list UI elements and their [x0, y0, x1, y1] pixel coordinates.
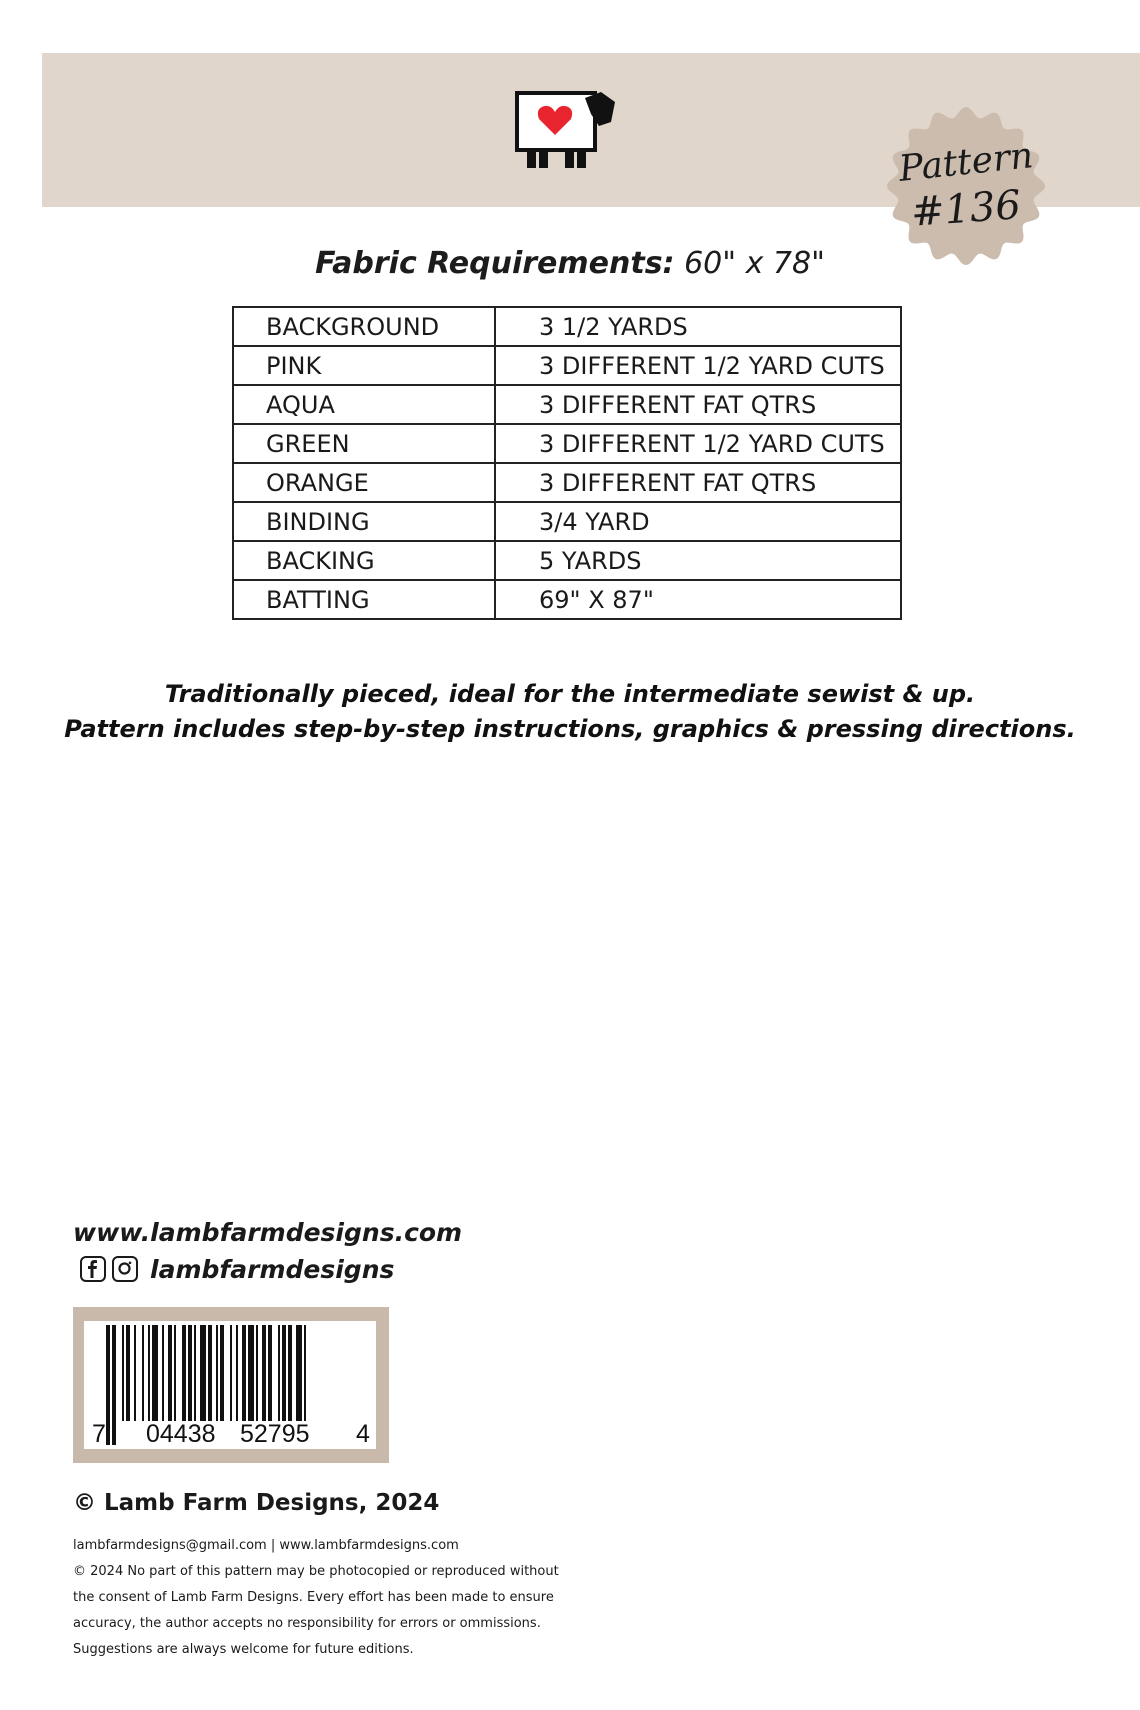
fabric-requirements-heading — [0, 246, 1140, 281]
fabric-amount: 5 YARDS — [495, 541, 901, 580]
barcode-bar — [236, 1325, 238, 1421]
barcode-bar — [268, 1325, 272, 1421]
fabric-amount: 3 DIFFERENT 1/2 YARD CUTS — [495, 346, 901, 385]
barcode-bar — [152, 1325, 158, 1421]
facebook-icon[interactable] — [80, 1256, 106, 1282]
badge-pattern-word: Pattern — [896, 135, 1036, 190]
table-row — [233, 580, 901, 619]
legal-line: accuracy, the author accepts no responsibility for errors or ommissions. — [73, 1616, 541, 1631]
fabric-amount: 3 DIFFERENT FAT QTRS — [495, 463, 901, 502]
description-line-1: Traditionally pieced, ideal for the intermediate sewist & up. — [164, 680, 976, 708]
fabric-name: ORANGE — [233, 463, 495, 502]
barcode-bar — [262, 1325, 266, 1421]
table-row — [233, 307, 901, 346]
barcode-digit-group: 52795 — [240, 1420, 310, 1448]
barcode-digit-group: 04438 — [146, 1420, 216, 1448]
barcode-bar — [174, 1325, 176, 1421]
barcode-bar — [278, 1325, 280, 1421]
barcode-bar — [296, 1325, 302, 1421]
barcode-bar — [162, 1325, 164, 1421]
description-line-2: Pattern includes step-by-step instructions, graphics & pressing directions. — [64, 715, 1076, 743]
sheep-logo-icon — [511, 88, 623, 172]
fabric-name: GREEN — [233, 424, 495, 463]
barcode-bar — [126, 1325, 130, 1421]
barcode-bar — [242, 1325, 246, 1421]
table-row — [233, 424, 901, 463]
barcode-bar — [188, 1325, 192, 1421]
copyright-heading: © Lamb Farm Designs, 2024 — [73, 1490, 440, 1516]
barcode-bar — [216, 1325, 218, 1421]
table-row — [233, 502, 901, 541]
fabric-name: BACKGROUND — [233, 307, 495, 346]
barcode-bar — [288, 1325, 292, 1421]
contact-line: lambfarmdesigns@gmail.com | www.lambfarmdesigns.com — [73, 1538, 459, 1553]
fabric-name: BACKING — [233, 541, 495, 580]
barcode — [84, 1321, 376, 1449]
fabric-amount: 69" X 87" — [495, 580, 901, 619]
fabric-amount: 3 DIFFERENT FAT QTRS — [495, 385, 901, 424]
legal-line: Suggestions are always welcome for future editions. — [73, 1642, 414, 1657]
barcode-frame — [73, 1307, 389, 1463]
social-row — [80, 1253, 394, 1285]
fabric-requirements-label: Fabric Requirements: — [315, 246, 675, 281]
website-link[interactable]: www.lambfarmdesigns.com — [73, 1218, 463, 1247]
fine-print — [73, 1533, 593, 1663]
table-row — [233, 463, 901, 502]
barcode-digit-group: 4 — [356, 1420, 370, 1448]
barcode-digits — [84, 1421, 376, 1447]
fabric-name: PINK — [233, 346, 495, 385]
badge-pattern-number: #136 — [909, 182, 1023, 236]
barcode-bar — [168, 1325, 172, 1421]
fabric-name: BATTING — [233, 580, 495, 619]
legal-line: © 2024 No part of this pattern may be photocopied or reproduced without — [73, 1564, 559, 1579]
fabric-amount: 3/4 YARD — [495, 502, 901, 541]
barcode-bar — [256, 1325, 258, 1421]
barcode-bar — [148, 1325, 150, 1421]
legal-line: the consent of Lamb Farm Designs. Every effort has been made to ensure — [73, 1590, 554, 1605]
barcode-bar — [142, 1325, 144, 1421]
barcode-bar — [194, 1325, 196, 1421]
barcode-bar — [248, 1325, 254, 1421]
barcode-bar — [220, 1325, 224, 1421]
barcode-bar — [230, 1325, 232, 1421]
fabric-name: AQUA — [233, 385, 495, 424]
fabric-requirements-table — [232, 306, 902, 620]
barcode-digit-group: 7 — [92, 1420, 106, 1448]
barcode-bar — [182, 1325, 186, 1421]
barcode-bar — [122, 1325, 124, 1421]
fabric-name: BINDING — [233, 502, 495, 541]
barcode-bar — [282, 1325, 286, 1421]
fabric-amount: 3 DIFFERENT 1/2 YARD CUTS — [495, 424, 901, 463]
instagram-icon[interactable] — [112, 1256, 138, 1282]
barcode-bar — [134, 1325, 136, 1421]
table-row — [233, 346, 901, 385]
table-row — [233, 541, 901, 580]
fabric-amount: 3 1/2 YARDS — [495, 307, 901, 346]
pattern-badge — [884, 104, 1048, 268]
quilt-size: 60" x 78" — [674, 246, 825, 281]
table-row — [233, 385, 901, 424]
social-handle[interactable]: lambfarmdesigns — [150, 1254, 395, 1284]
